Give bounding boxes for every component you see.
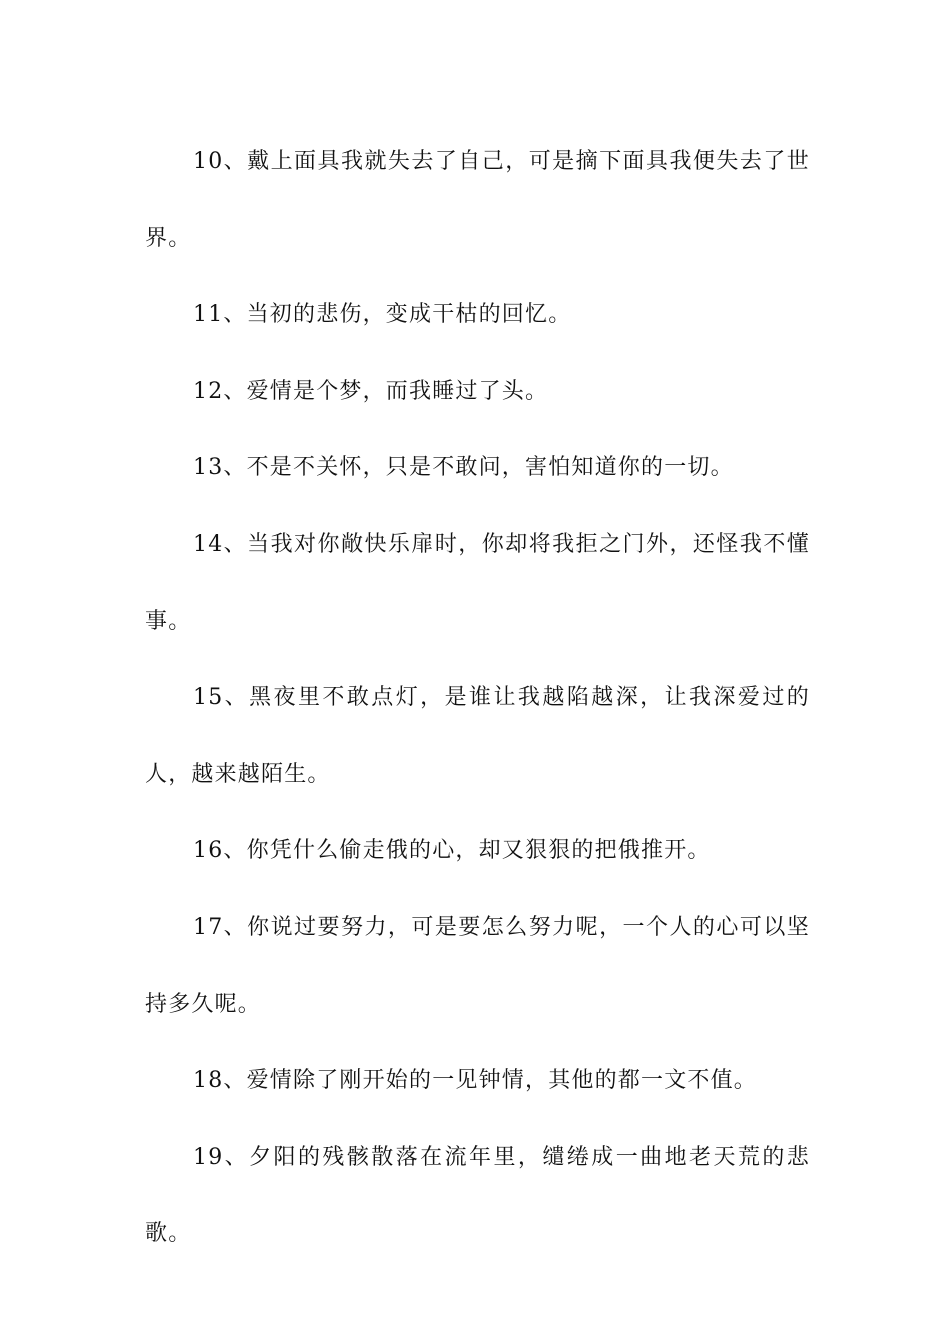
- paragraph-18: 18、爱情除了刚开始的一见钟情，其他的都一文不值。: [193, 1068, 757, 1094]
- paragraph-15: 15、黑夜里不敢点灯，是谁让我越陷越深，让我深爱过的人，越来越陌生。: [145, 685, 810, 787]
- paragraph-17: 17、你说过要努力，可是要怎么努力呢，一个人的心可以坚持多久呢。: [145, 914, 810, 1017]
- paragraph-19: 19、夕阳的残骸散落在流年里，缱绻成一曲地老天荒的悲歌。: [145, 1144, 810, 1247]
- document-body: [145, 124, 810, 1273]
- paragraph-12: 12、爱情是个梦，而我睡过了头。: [193, 378, 549, 404]
- paragraph-10: 10、戴上面具我就失去了自己，可是摘下面具我便失去了世界。: [145, 149, 810, 251]
- paragraph-13: 13、不是不关怀，只是不敢问，害怕知道你的一切。: [193, 455, 734, 481]
- paragraph-16: 16、你凭什么偷走俄的心，却又狠狠的把俄推开。: [193, 838, 711, 864]
- paragraph-11: 11、当初的悲伤，变成干枯的回忆。: [193, 302, 572, 328]
- paragraph-14: 14、当我对你敞快乐扉时，你却将我拒之门外，还怪我不懂事。: [145, 531, 810, 634]
